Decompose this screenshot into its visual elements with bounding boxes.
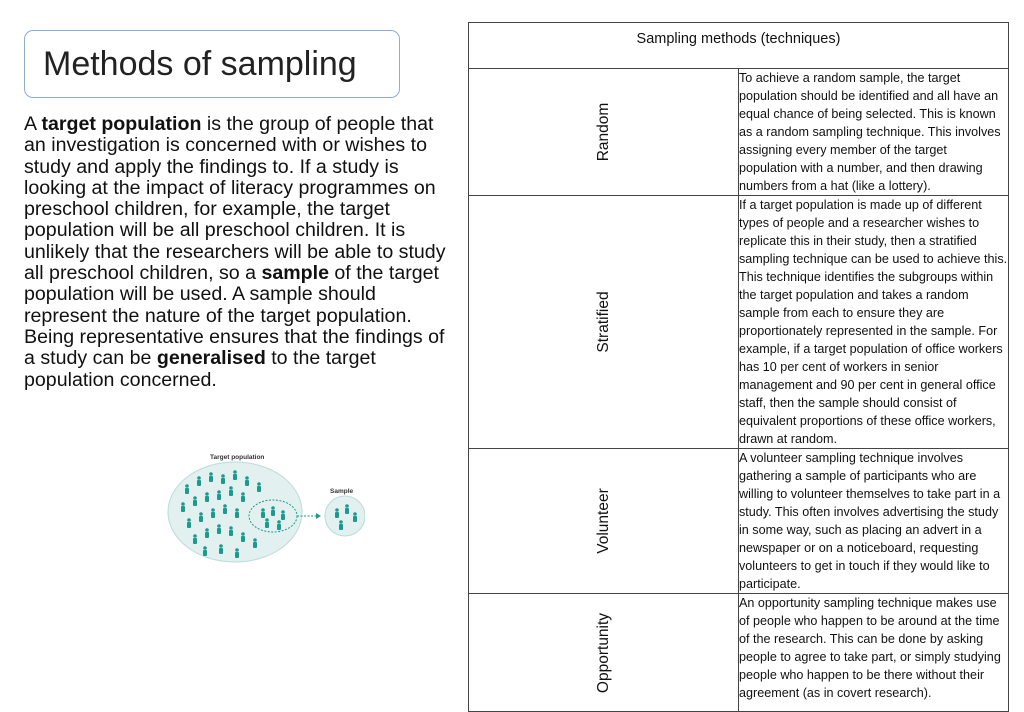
- person-icon: [235, 548, 239, 558]
- person-icon: [241, 492, 245, 502]
- person-icon: [241, 532, 245, 542]
- page-title: Methods of sampling: [43, 44, 357, 83]
- person-icon: [211, 508, 215, 518]
- table-row: [469, 594, 1009, 712]
- intro-text-3: of the target population will be used. A sample should represent the nature of the target population. Being representative ensures that the findings of a study can be: [24, 262, 445, 370]
- method-cell: [469, 449, 739, 594]
- method-description-stratified: [739, 196, 1009, 449]
- stratified-text-1: If a target population is made up of different types of people and a researcher wishes to replicate this in their study, then a stratified sampling technique can be used to achieve this. This technique identifies the subgroups within the target population and takes a random sample from each to ensure they are proportionately represented in the sample. For: [739, 198, 1008, 338]
- person-icon: [199, 512, 203, 522]
- person-icon: [265, 518, 269, 528]
- person-icon: [229, 526, 233, 536]
- population-label: Target population: [210, 454, 265, 461]
- person-icon: [203, 546, 207, 556]
- term-sample: sample: [261, 262, 329, 285]
- person-icon: [193, 534, 197, 544]
- person-icon: [257, 482, 261, 492]
- person-icon: [209, 472, 213, 482]
- person-icon: [205, 492, 209, 502]
- sampling-methods-table: [468, 22, 1009, 712]
- intro-text-4: to the target population concerned.: [24, 347, 376, 391]
- sampling-diagram: [165, 448, 365, 573]
- person-icon: [197, 476, 201, 486]
- table-row: [469, 69, 1009, 196]
- person-icon: [221, 474, 225, 484]
- term-generalised: generalised: [156, 347, 266, 370]
- method-label-volunteer: Volunteer: [594, 488, 612, 554]
- person-icon: [217, 490, 221, 500]
- person-icon: [245, 476, 249, 486]
- person-icon: [271, 506, 275, 516]
- method-label-opportunity: Opportunity: [594, 612, 612, 693]
- person-icon: [335, 508, 339, 518]
- person-icon: [181, 502, 185, 512]
- person-icon: [277, 520, 281, 530]
- person-icon: [233, 470, 237, 480]
- method-label-stratified: Stratified: [594, 291, 612, 353]
- title-box: [24, 30, 400, 98]
- person-icon: [219, 544, 223, 554]
- person-icon: [353, 512, 357, 522]
- person-icon: [229, 486, 233, 496]
- person-icon: [205, 528, 209, 538]
- person-icon: [339, 520, 343, 530]
- person-icon: [345, 504, 349, 514]
- person-icon: [253, 538, 257, 548]
- method-cell: [469, 594, 739, 712]
- person-icon: [281, 510, 285, 520]
- method-cell: [469, 196, 739, 449]
- person-icon: [261, 508, 265, 518]
- person-icon: [193, 496, 197, 506]
- person-icon: [187, 518, 191, 528]
- person-icon: [217, 524, 221, 534]
- intro-text-2: is the group of people that an investigation is concerned with or wishes to study and apply the findings to. If a study is looking at the impact of literacy programmes on preschool children, for example, the target population will be all preschool children. It is unlikely that the researchers will be able to study all preschool children, so a: [24, 113, 446, 285]
- table-row: [469, 196, 1009, 449]
- intro-text-1: A: [24, 113, 42, 135]
- sample-circle: [325, 496, 365, 536]
- person-icon: [185, 484, 189, 494]
- method-cell: [469, 69, 739, 196]
- term-target-population: target population: [41, 113, 202, 135]
- method-description-opportunity: An opportunity sampling technique makes use of people who happen to be around at the time of the research. This can be done by asking people to agree to take part, or simply studying people who happen to be there without their agreement (as in covert research).: [739, 594, 1009, 712]
- stratified-text-2: example, if a target population of office workers has 10 per cent of workers in senior management and 90 per cent in general office staff, then the sample should consist of equivalent proportions of these office workers, drawn at random.: [739, 342, 1003, 446]
- table-header: Sampling methods (techniques): [469, 23, 1009, 69]
- person-icon: [235, 508, 239, 518]
- method-label-random: Random: [594, 102, 612, 162]
- sample-label: Sample: [330, 488, 354, 495]
- table-row: [469, 449, 1009, 594]
- intro-paragraph: [24, 114, 449, 391]
- person-icon: [223, 504, 227, 514]
- arrow-head: [316, 513, 321, 519]
- method-description-random: To achieve a random sample, the target population should be identified and all have an equal chance of being selected. This is known as a random sampling technique. This involves assigning every member of the target population with a number, and then drawing numbers from a hat (like a lottery).: [739, 69, 1009, 196]
- method-description-volunteer: A volunteer sampling technique involves gathering a sample of participants who are willing to volunteer themselves to take part in a study. This often involves advertising the study in some way, such as placing an advert in a newspaper or on a noticeboard, requesting volunteers to get in touch if they would like to participate.: [739, 449, 1009, 594]
